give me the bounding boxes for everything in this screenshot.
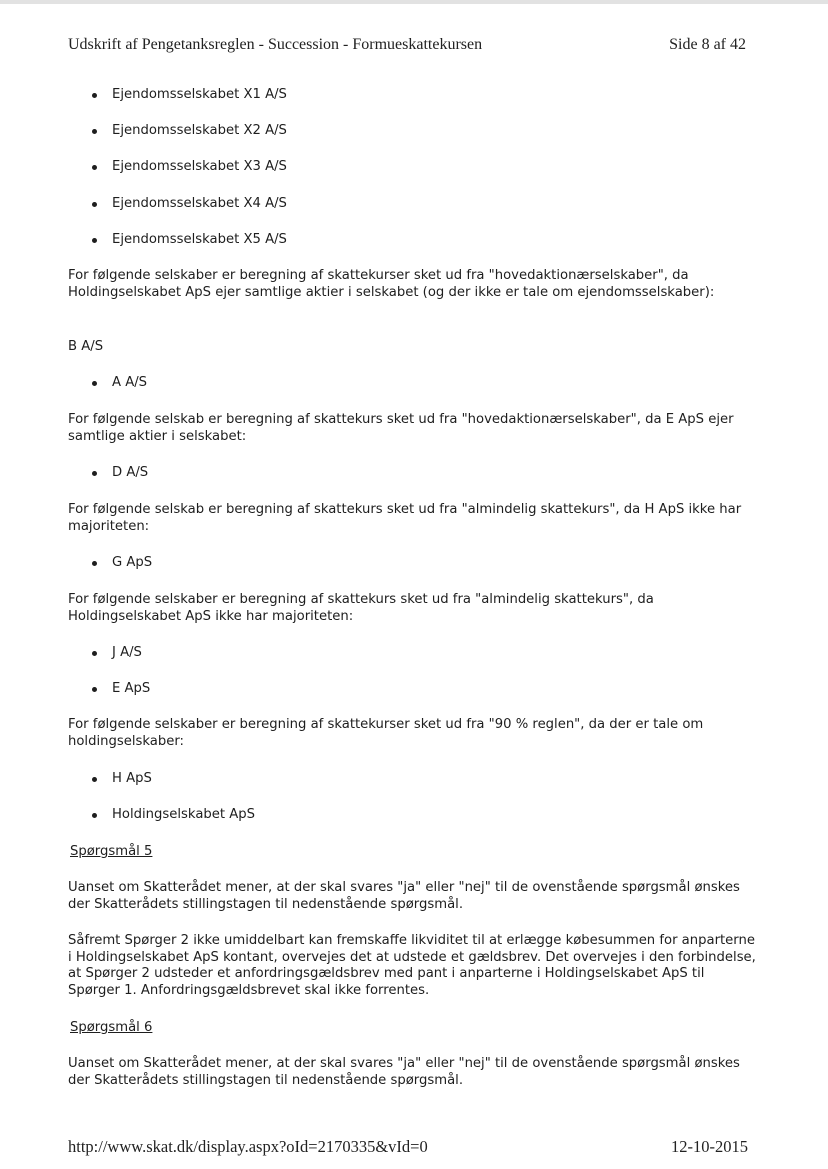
section-heading-q5: Spørgsmål 5 <box>70 844 153 859</box>
paragraph: Såfremt Spørger 2 ikke umiddelbart kan fremskaffe likviditet til at erlægge købesummen for anparterne i Holdingselskabet ApS kontant, overvejes det at udstede et gældsbrev. Det overvejes i den forbindelse, at Spørger 2 udsteder et anfordringsgældsbrev med pant i anparterne i Holdingselskabet ApS til Spørger 1. Anfordringsgældsbrevet skal ikke forrentes. <box>68 933 756 998</box>
bullet-icon <box>92 165 97 170</box>
bullet-icon <box>92 202 97 207</box>
source-url: http://www.skat.dk/display.aspx?oId=2170335&vId=0 <box>68 1137 428 1156</box>
list-item: G ApS <box>92 555 152 572</box>
bullet-icon <box>92 777 97 782</box>
list-item: D A/S <box>92 465 148 482</box>
list-item: Ejendomsselskabet X4 A/S <box>92 196 287 213</box>
paragraph: For følgende selskaber er beregning af skattekurser sket ud fra "90 % reglen", da der er tale om holdingselskaber: <box>68 717 704 749</box>
bullet-icon <box>92 129 97 134</box>
list-item: E ApS <box>92 681 150 698</box>
bullet-icon <box>92 651 97 656</box>
list-item: A A/S <box>92 375 147 392</box>
bullet-icon <box>92 381 97 386</box>
page-header <box>68 36 746 54</box>
page-number: Side 8 af 42 <box>669 36 746 53</box>
paragraph: For følgende selskaber er beregning af skattekurs sket ud fra "almindelig skattekurs", da Holdingselskabet ApS ikke har majoriteten: <box>68 592 654 624</box>
print-date: 12-10-2015 <box>671 1137 748 1156</box>
list-item: Holdingselskabet ApS <box>92 807 255 824</box>
list-item: Ejendomsselskabet X3 A/S <box>92 159 287 176</box>
page-edge <box>0 0 828 4</box>
paragraph: For følgende selskaber er beregning af skattekurser sket ud fra "hovedaktionærselskaber", da Holdingselskabet ApS ejer samtlige aktier i selskabet (og der ikke er tale om ejendomsselskaber): <box>68 268 715 300</box>
list-item: Ejendomsselskabet X1 A/S <box>92 87 287 104</box>
paragraph: For følgende selskab er beregning af skattekurs sket ud fra "almindelig skattekurs", da H ApS ikke har majoriteten: <box>68 502 742 534</box>
page-footer <box>68 1137 748 1157</box>
bullet-icon <box>92 561 97 566</box>
list-item: Ejendomsselskabet X2 A/S <box>92 123 287 140</box>
document-title: Udskrift af Pengetanksreglen - Succession - Formueskattekursen <box>68 36 483 53</box>
company-line: B A/S <box>68 339 104 354</box>
list-item: H ApS <box>92 771 152 788</box>
bullet-icon <box>92 93 97 98</box>
bullet-icon <box>92 471 97 476</box>
bullet-icon <box>92 238 97 243</box>
paragraph: For følgende selskab er beregning af skattekurs sket ud fra "hovedaktionærselskaber", da E ApS ejer samtlige aktier i selskabet: <box>68 412 734 444</box>
section-heading-q6: Spørgsmål 6 <box>70 1020 153 1035</box>
list-item: J A/S <box>92 645 142 662</box>
paragraph: Uanset om Skatterådet mener, at der skal svares "ja" eller "nej" til de ovenstående spørgsmål ønskes der Skatterådets stillingstagen til nedenstående spørgsmål. <box>68 1056 740 1088</box>
bullet-icon <box>92 813 97 818</box>
paragraph: Uanset om Skatterådet mener, at der skal svares "ja" eller "nej" til de ovenstående spørgsmål ønskes der Skatterådets stillingstagen til nedenstående spørgsmål. <box>68 880 740 912</box>
list-item: Ejendomsselskabet X5 A/S <box>92 232 287 249</box>
bullet-icon <box>92 687 97 692</box>
